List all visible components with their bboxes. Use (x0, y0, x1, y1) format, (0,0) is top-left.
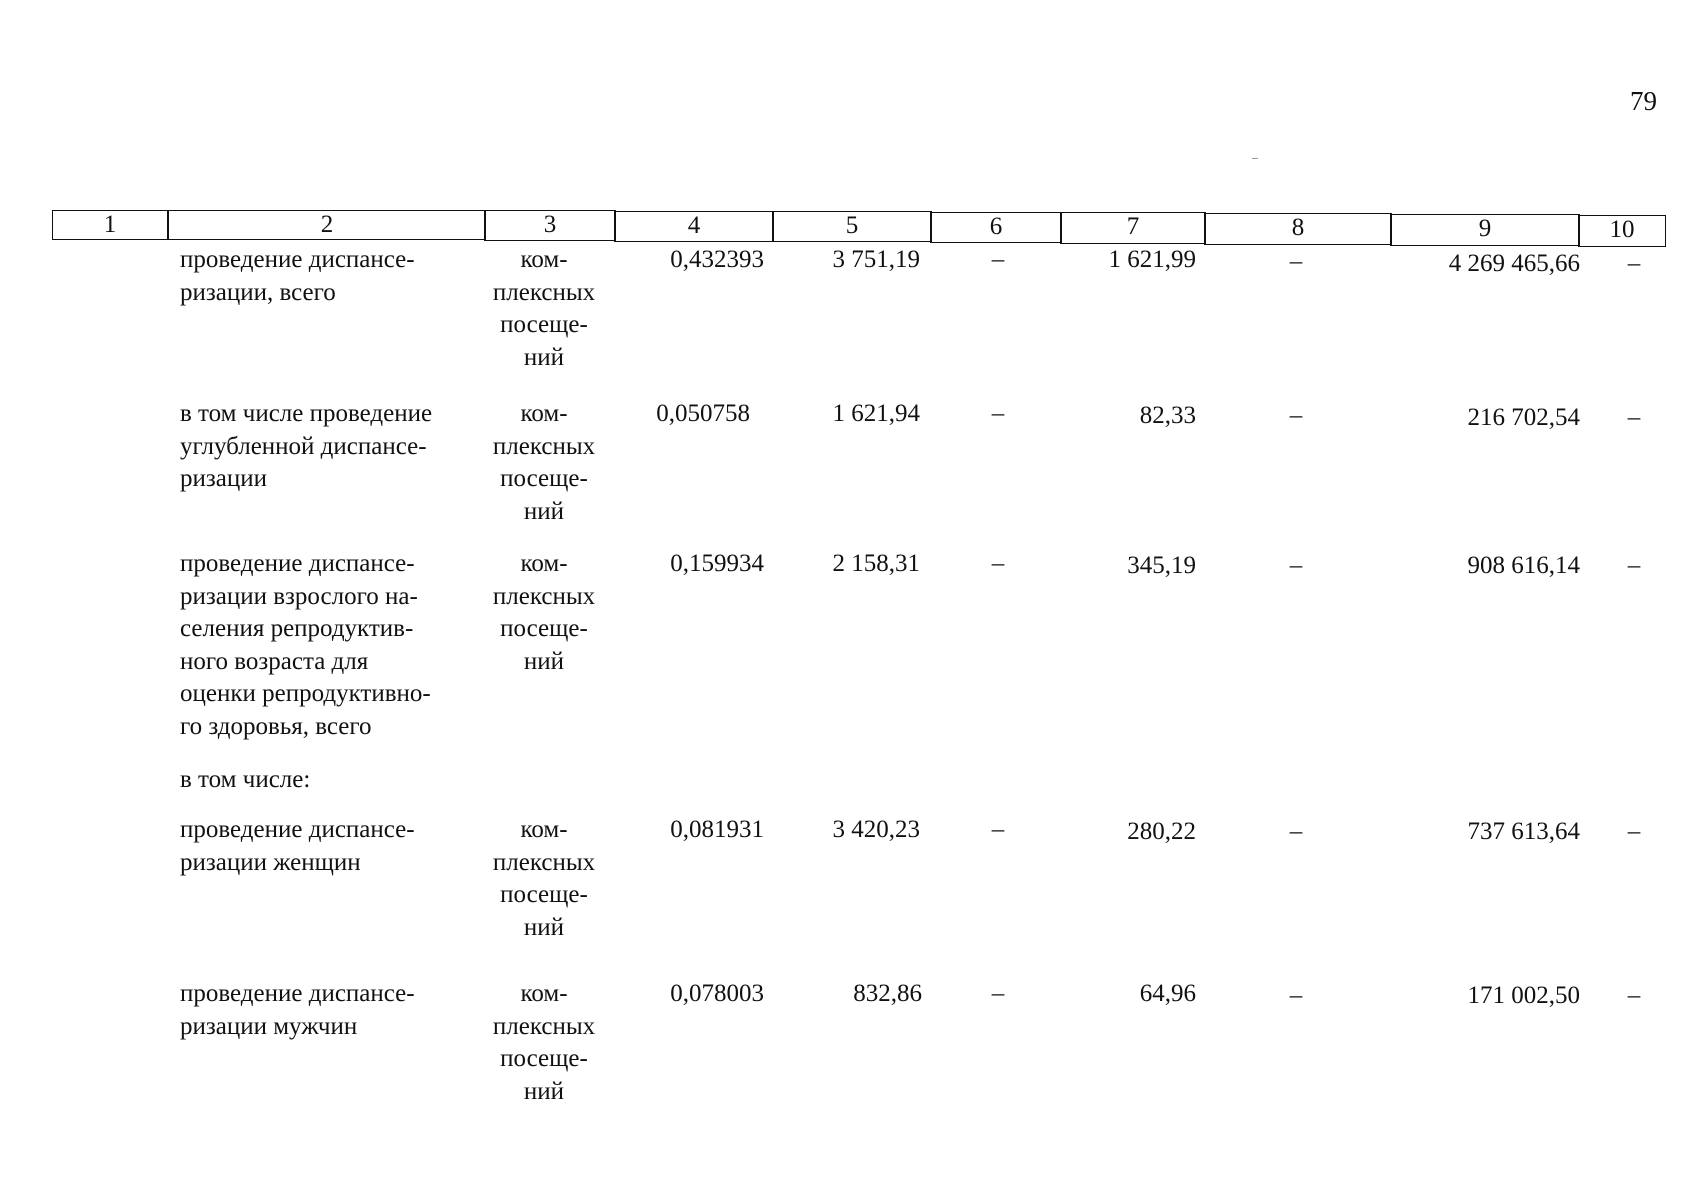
row-4-col-8: – (1289, 818, 1303, 845)
row-2-unit (474, 398, 614, 528)
page-number: 79 (1630, 86, 1657, 116)
row-5-desc-line-1: проведение диспансе- (180, 980, 415, 1007)
row-4-col-4: 0,081931 (670, 816, 764, 843)
row-5-unit-line-3: посеще- (500, 1045, 588, 1073)
row-5-col-7: 64,96 (1139, 980, 1196, 1007)
header-col-7: 7 (1060, 212, 1206, 244)
row-4-col-10: – (1627, 818, 1641, 845)
subheading-including: в том числе: (180, 766, 311, 793)
row-1-unit-line-4: ний (523, 343, 565, 371)
header-col-8: 8 (1204, 213, 1392, 245)
row-1-desc-line-1: проведение диспансе- (180, 246, 415, 273)
row-5-col-10: – (1627, 982, 1641, 1009)
header-col-2: 2 (168, 210, 486, 240)
row-3-desc-line-2: ризации взрослого на- (180, 582, 418, 610)
row-3-col-10: – (1627, 552, 1641, 579)
row-5-col-8: – (1289, 982, 1303, 1009)
row-1-col-9: 4 269 465,66 (1448, 250, 1580, 277)
row-2-unit-line-1: ком- (520, 400, 568, 427)
row-2-unit-line-2: плексных (492, 432, 596, 460)
row-1-col-7: 1 621,99 (1108, 246, 1196, 273)
row-1-col-8: – (1289, 248, 1303, 275)
row-5-col-5: 832,86 (853, 980, 922, 1007)
header-col-4: 4 (614, 211, 774, 242)
row-2-desc-line-2: углубленной диспансе- (180, 432, 427, 460)
row-1-col-6: – (991, 246, 1005, 273)
row-2-col-6: – (991, 400, 1005, 427)
header-col-6: 6 (930, 212, 1062, 243)
row-5-desc-line-2: ризации мужчин (180, 1012, 358, 1040)
row-3-desc-line-5: оценки репродуктивно- (180, 680, 431, 708)
row-5-col-9: 171 002,50 (1467, 982, 1580, 1009)
row-4-col-5: 3 420,23 (832, 816, 920, 843)
row-3-unit-line-1: ком- (520, 550, 568, 577)
row-4-unit-line-1: ком- (520, 816, 568, 843)
row-3-desc-line-6: го здоровья, всего (180, 712, 372, 740)
row-3-description (180, 548, 472, 744)
row-3-desc-line-3: селения репродуктив- (180, 615, 414, 643)
row-3-unit-line-2: плексных (492, 582, 596, 610)
row-4-desc-line-1: проведение диспансе- (180, 816, 415, 843)
row-3-unit-line-4: ний (523, 647, 565, 675)
header-col-9: 9 (1390, 214, 1580, 246)
row-3-col-5: 2 158,31 (832, 550, 920, 577)
row-2-unit-line-3: посеще- (500, 465, 588, 493)
header-col-3: 3 (484, 210, 616, 241)
row-2-col-7: 82,33 (1139, 402, 1196, 429)
row-3-desc-line-1: проведение диспансе- (180, 550, 415, 577)
row-4-desc-line-2: ризации женщин (180, 848, 361, 876)
row-4-description (180, 814, 472, 879)
row-4-unit (474, 814, 614, 944)
row-3-col-9: 908 616,14 (1467, 552, 1580, 579)
row-5-unit-line-2: плексных (492, 1012, 596, 1040)
row-1-col-4: 0,432393 (670, 246, 764, 273)
row-4-col-6: – (991, 816, 1005, 843)
header-col-5: 5 (772, 211, 932, 242)
row-1-unit-line-3: посеще- (500, 311, 588, 339)
row-4-unit-line-3: посеще- (500, 881, 588, 909)
row-4-unit-line-4: ний (523, 913, 565, 941)
row-3-col-6: – (991, 550, 1005, 577)
row-3-col-7: 345,19 (1127, 552, 1196, 579)
row-2-col-5: 1 621,94 (832, 400, 920, 427)
row-2-col-8: – (1289, 402, 1303, 429)
row-3-unit (474, 548, 614, 678)
row-2-desc-line-3: ризации (180, 465, 267, 493)
scan-speck (1252, 158, 1258, 159)
row-2-description (180, 398, 472, 496)
row-1-unit (474, 244, 614, 374)
row-5-description (180, 978, 472, 1043)
row-4-unit-line-2: плексных (492, 848, 596, 876)
row-5-col-6: – (991, 980, 1005, 1007)
row-3-col-4: 0,159934 (670, 550, 764, 577)
row-2-unit-line-4: ний (523, 497, 565, 525)
row-5-unit-line-1: ком- (520, 980, 568, 1007)
row-2-col-10: – (1627, 404, 1641, 431)
row-3-unit-line-3: посеще- (500, 615, 588, 643)
row-3-desc-line-4: ного возраста для (180, 647, 369, 675)
header-col-1: 1 (52, 210, 168, 240)
header-col-10: 10 (1578, 215, 1666, 247)
row-5-col-4: 0,078003 (670, 980, 764, 1007)
row-1-col-10: – (1627, 250, 1641, 277)
row-4-col-7: 280,22 (1127, 818, 1196, 845)
row-4-col-9: 737 613,64 (1467, 818, 1580, 845)
row-1-unit-line-1: ком- (520, 246, 568, 273)
row-2-desc-line-1: в том числе проведение (180, 400, 433, 427)
row-1-description (180, 244, 472, 309)
row-2-col-4: 0,050758 (656, 400, 750, 427)
row-3-col-8: – (1289, 552, 1303, 579)
row-2-col-9: 216 702,54 (1467, 404, 1580, 431)
row-5-unit-line-4: ний (523, 1077, 565, 1105)
row-1-unit-line-2: плексных (492, 278, 596, 306)
row-5-unit (474, 978, 614, 1108)
row-1-col-5: 3 751,19 (832, 246, 920, 273)
row-1-desc-line-2: ризации, всего (180, 278, 336, 306)
